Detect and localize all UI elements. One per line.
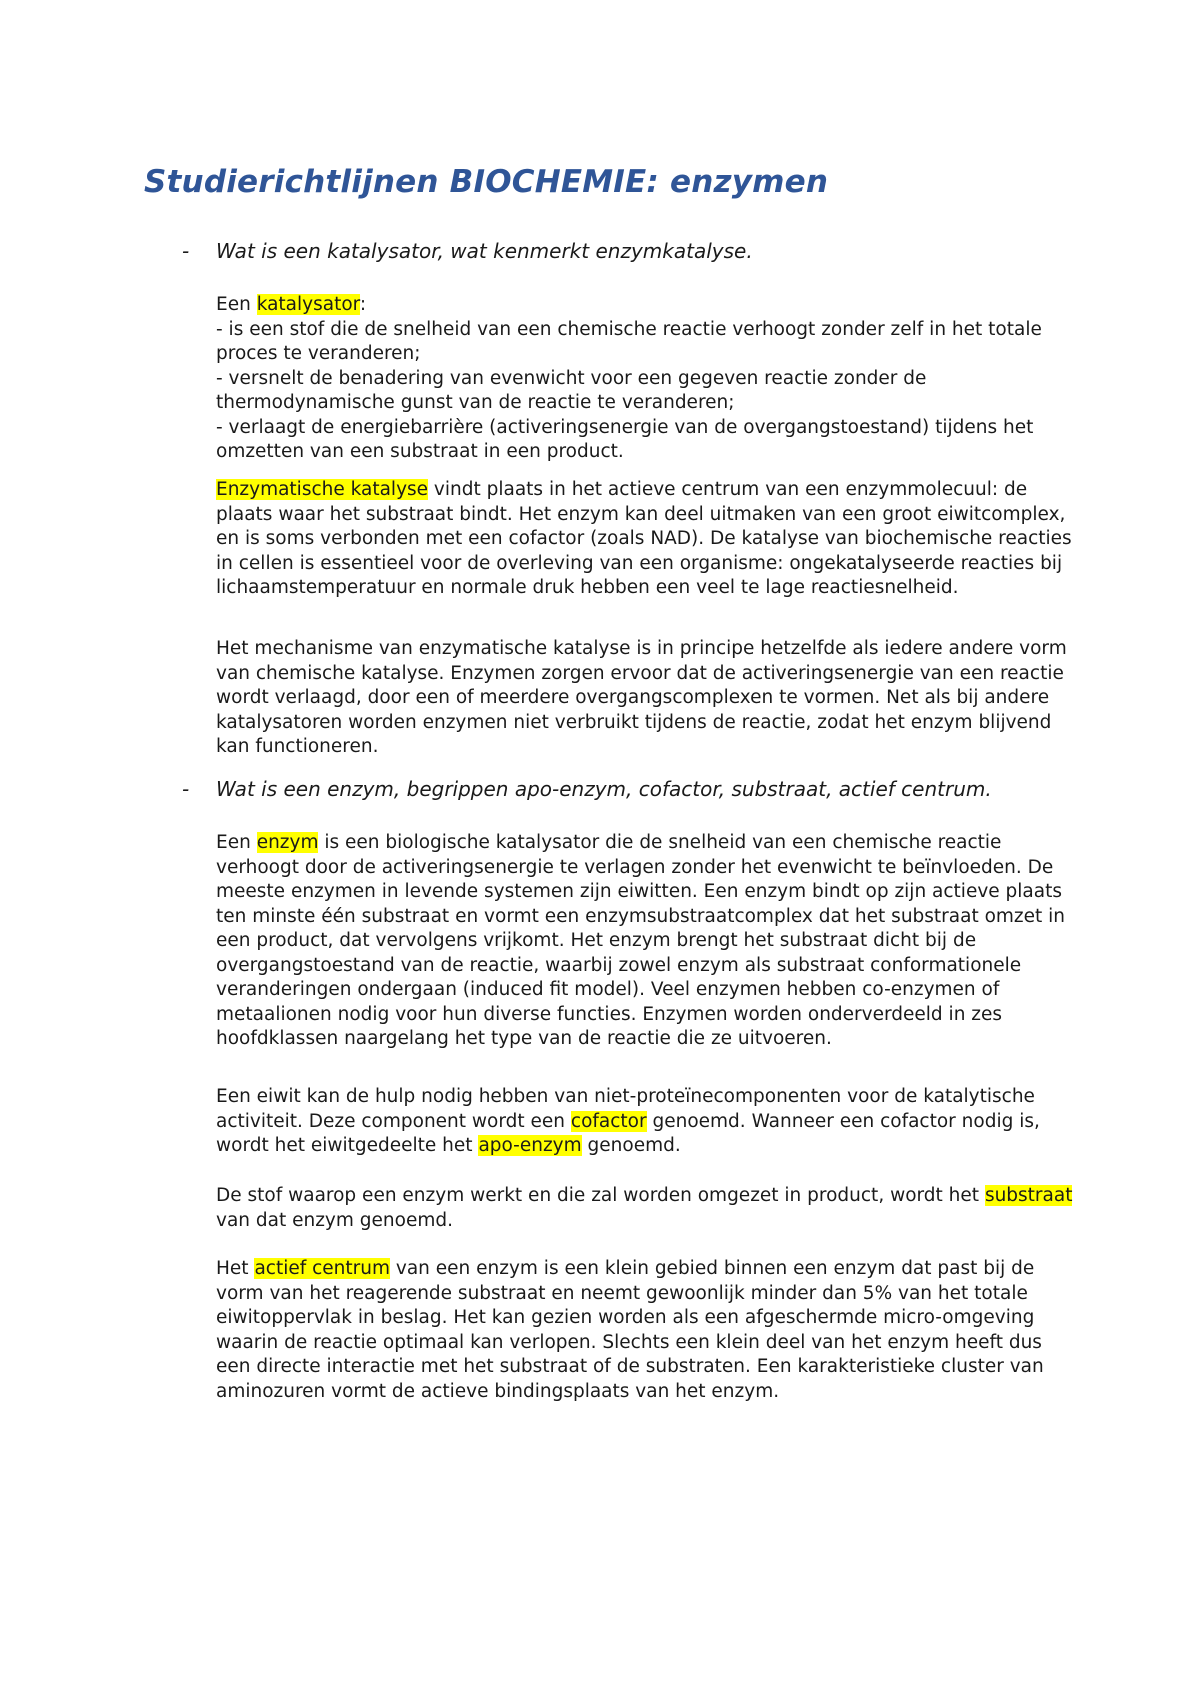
substraat-prefix: De stof waarop een enzym werkt en die zal worden omgezet in product, wordt het: [216, 1185, 985, 1206]
list-dash: -: [182, 239, 190, 263]
term-enzym: enzym: [256, 832, 319, 853]
term-cofactor: cofactor: [570, 1110, 647, 1132]
katalysator-intro: [216, 293, 1076, 318]
term-actief-centrum: actief centrum: [254, 1258, 390, 1279]
term-apo-enzym: apo-enzym: [478, 1135, 582, 1156]
enzym-text: is een biologische katalysator die de snelheid van een chemische reactie verhoogt door de activeringsenergie te verlagen zonder het evenwicht te beïnvloeden. De meeste enzymen in levende systemen zijn eiwitten. Een enzym bindt op zijn actieve plaats ten minste één substraat en vormt een enzymsubstraatcomplex dat het substraat omzet in een product, dat vervolgens vrijkomt. Het enzym brengt het substraat dicht bij de overgangstoestand van de reactie, waarbij zowel enzym als substraat conformationele veranderingen ondergaan (induced fit model). Veel enzymen hebben co-enzymen of metaalionen nodig voor hun diverse functies. Enzymen worden onderverdeeld in zes hoofdklassen naargelang het type van de reactie die ze uitvoeren.: [216, 832, 1066, 1049]
question-1-text: Wat is een katalysator, wat kenmerkt enzymkatalyse.: [216, 239, 753, 263]
enzymatische-katalyse-paragraph: [216, 478, 1076, 601]
katalysator-point-3: - verlaagt de energiebarrière (activeringsenergie van de overgangstoestand) tijdens het omzetten van een substraat in een product.: [216, 416, 1034, 462]
term-substraat: substraat: [984, 1185, 1073, 1206]
mechanisme-paragraph: Het mechanisme van enzymatische katalyse is in principe hetzelfde als iedere andere vorm van chemische katalyse. Enzymen zorgen ervoor dat de activeringsenergie van een reactie wordt verlaagd, door een of meerdere overgangscomplexen te vormen. Net als bij andere katalysatoren worden enzymen niet verbruikt tijdens de reactie, zodat het enzym blijvend kan functioneren.: [216, 638, 1067, 757]
enzymatische-katalyse-text: vindt plaats in het actieve centrum van een enzymmolecuul: de plaats waar het substraat bindt. Het enzym kan deel uitmaken van een groot eiwitcomplex, en is soms verbonden met een cofactor (zoals NAD). De katalyse van biochemische reacties in cellen is essentieel voor de overleving van een organisme: ongekatalyseerde reacties bij lichaamstemperatuur en normale druk hebben een veel te lage reactiesnelheid.: [216, 479, 1072, 598]
enzym-paragraph: [216, 831, 1076, 1052]
actief-centrum-paragraph: [216, 1257, 1076, 1404]
enzym-prefix: Een: [216, 832, 257, 853]
substraat-suffix: van dat enzym genoemd.: [216, 1209, 453, 1231]
substraat-paragraph: [216, 1184, 1076, 1233]
cofactor-paragraph: [216, 1085, 1076, 1159]
list-dash: -: [182, 777, 190, 801]
cofactor-suffix: genoemd.: [581, 1135, 681, 1156]
katalysator-point-2: - versnelt de benadering van evenwicht voor een gegeven reactie zonder de thermodynamische gunst van de reactie te veranderen;: [216, 367, 927, 413]
question-2-text: Wat is een enzym, begrippen apo-enzym, cofactor, substraat, actief centrum.: [216, 777, 992, 801]
term-katalysator: katalysator: [256, 294, 360, 315]
intro-suffix: :: [359, 294, 367, 315]
term-enzymatische-katalyse: Enzymatische katalyse: [216, 479, 429, 500]
intro-prefix: Een: [216, 294, 257, 315]
cofactor-prefix: Een eiwit kan de hulp nodig hebben van niet-proteïnecomponenten voor de katalytische activiteit. Deze component wordt een: [216, 1086, 1035, 1132]
katalysator-block: [216, 293, 1076, 465]
actief-prefix: Het: [216, 1258, 255, 1279]
page-title: Studierichtlijnen BIOCHEMIE: enzymen: [144, 164, 829, 200]
katalysator-point-1: - is een stof die de snelheid van een chemische reactie verhoogt zonder zelf in het totale proces te veranderen;: [216, 318, 1042, 364]
actief-text: van een enzym is een klein gebied binnen een enzym dat past bij de vorm van het reagerende substraat en neemt gewoonlijk minder dan 5% van het totale eiwitoppervlak in beslag. Het kan gezien worden als een afgeschermde micro-omgeving waarin de reactie optimaal kan verlopen. Slechts een klein deel van het enzym heeft dus een directe interactie met het substraat of de substraten. Een karakteristieke cluster van aminozuren vormt de actieve bindingsplaats van het enzym.: [216, 1258, 1044, 1402]
cofactor-middle: genoemd. Wanneer een cofactor nodig is, wordt het eiwitgedeelte het: [216, 1110, 1040, 1156]
